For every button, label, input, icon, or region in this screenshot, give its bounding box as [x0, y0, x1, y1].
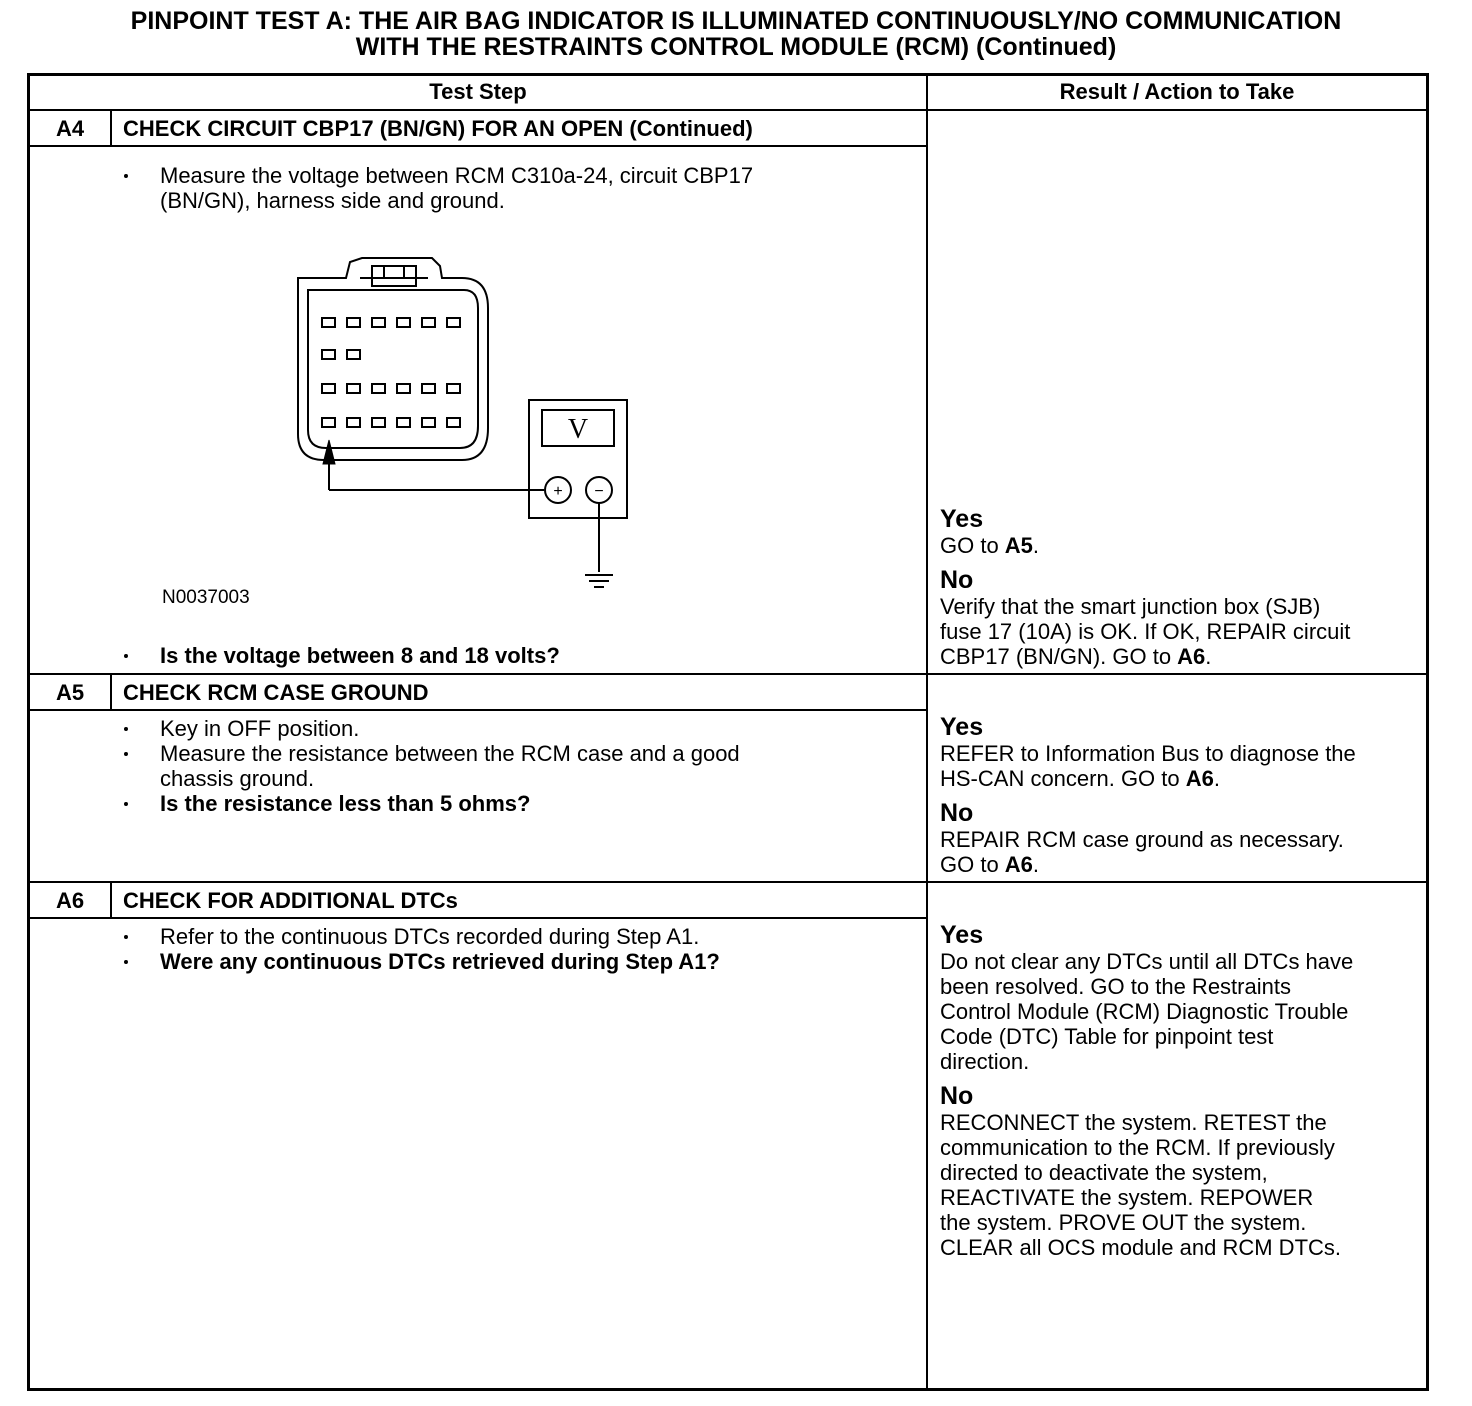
column-divider — [926, 73, 928, 1391]
a4-bullet-1 — [124, 174, 128, 178]
pin-row-1 — [322, 318, 460, 327]
step-a6-heading: CHECK FOR ADDITIONAL DTCs — [123, 888, 458, 913]
a4-no-label: No — [940, 566, 974, 594]
a6-question: Were any continuous DTCs retrieved during Step A1? — [160, 949, 720, 974]
a4-question: Is the voltage between 8 and 18 volts? — [160, 643, 560, 668]
pin-row-3 — [322, 384, 460, 393]
a5-no-line-1: REPAIR RCM case ground as necessary. — [940, 827, 1344, 852]
voltmeter-label: V — [567, 414, 589, 445]
a4-no-line-1: Verify that the smart junction box (SJB) — [940, 594, 1321, 619]
a6-no-line-2: communication to the RCM. If previously — [940, 1135, 1335, 1160]
a6-yes-line-5: direction. — [940, 1049, 1030, 1074]
a6-yes-line-4: Code (DTC) Table for pinpoint test — [940, 1024, 1274, 1049]
connector-latch — [372, 266, 416, 286]
pin-row-4 — [322, 418, 460, 427]
column-header-result: Result / Action to Take — [1059, 79, 1295, 104]
column-header-test-step: Test Step — [429, 79, 527, 104]
a5-instruction-2-line-2: chassis ground. — [160, 766, 315, 791]
a5-yes-label: Yes — [940, 713, 984, 741]
voltmeter-plus-label: + — [553, 483, 563, 500]
step-a5-heading: CHECK RCM CASE GROUND — [123, 680, 429, 705]
a5-yes-line-2: HS-CAN concern. GO to A6. — [940, 766, 1220, 791]
a6-yes-line-2: been resolved. GO to the Restraints — [940, 974, 1291, 999]
step-a4-id: A4 — [55, 116, 85, 141]
a6-no-line-1: RECONNECT the system. RETEST the — [940, 1110, 1327, 1135]
a6-row-divider — [27, 881, 1429, 883]
figure-code: N0037003 — [162, 587, 250, 608]
probe-arrow — [323, 440, 335, 464]
a6-id-divider — [110, 883, 112, 918]
header-row-divider — [27, 109, 1429, 111]
a4-heading-underline — [27, 145, 927, 147]
a6-instruction-1: Refer to the continuous DTCs recorded during Step A1. — [160, 924, 700, 949]
a4-instruction-line-1: Measure the voltage between RCM C310a-24, circuit CBP17 — [160, 163, 754, 188]
a4-id-divider — [110, 111, 112, 146]
a6-no-line-3: directed to deactivate the system, — [940, 1160, 1268, 1185]
a5-question: Is the resistance less than 5 ohms? — [160, 791, 531, 816]
a5-no-line-2: GO to A6. — [940, 852, 1040, 877]
title-line-1: PINPOINT TEST A: THE AIR BAG INDICATOR IS ILLUMINATED CONTINUOUSLY/NO COMMUNICATION — [130, 7, 1342, 35]
step-a6-id: A6 — [55, 888, 85, 913]
a5-instruction-1: Key in OFF position. — [160, 716, 360, 741]
step-a5-id: A5 — [55, 680, 85, 705]
table-border-top — [27, 73, 1429, 76]
a6-heading-underline — [27, 917, 927, 919]
a5-yes-line-1: REFER to Information Bus to diagnose the — [940, 741, 1356, 766]
voltmeter-minus-label: − — [594, 483, 604, 500]
connector-voltmeter-diagram — [280, 250, 640, 600]
step-a4-heading: CHECK CIRCUIT CBP17 (BN/GN) FOR AN OPEN (Continued) — [123, 116, 753, 141]
a6-no-line-4: REACTIVATE the system. REPOWER — [940, 1185, 1314, 1210]
table-border-right — [1426, 73, 1429, 1391]
a6-no-line-6: CLEAR all OCS module and RCM DTCs. — [940, 1235, 1342, 1260]
a4-no-line-2: fuse 17 (10A) is OK. If OK, REPAIR circuit — [940, 619, 1351, 644]
page-title — [0, 8, 1472, 60]
a6-no-label: No — [940, 1082, 974, 1110]
a5-no-label: No — [940, 799, 974, 827]
connector-inner-shell — [308, 290, 478, 448]
title-line-2: WITH THE RESTRAINTS CONTROL MODULE (RCM) (Continued) — [355, 33, 1117, 61]
a5-bullet-2 — [124, 752, 128, 756]
a5-bullet-1 — [124, 727, 128, 731]
a6-yes-line-3: Control Module (RCM) Diagnostic Trouble — [940, 999, 1349, 1024]
pin-row-2 — [322, 350, 360, 359]
a4-bullet-question — [124, 654, 128, 658]
a5-row-divider — [27, 673, 1429, 675]
a4-yes-label: Yes — [940, 505, 984, 533]
a6-no-line-5: the system. PROVE OUT the system. — [940, 1210, 1307, 1235]
a5-instruction-2-line-1: Measure the resistance between the RCM case and a good — [160, 741, 740, 766]
a4-yes-action: GO to A5. — [940, 533, 1040, 558]
a5-id-divider — [110, 675, 112, 710]
table-border-bottom — [27, 1388, 1429, 1391]
table-border-left — [27, 73, 30, 1391]
a4-no-line-3: CBP17 (BN/GN). GO to A6. — [940, 644, 1212, 669]
a4-instruction-line-2: (BN/GN), harness side and ground. — [160, 188, 505, 213]
a6-bullet-1 — [124, 935, 128, 939]
a6-yes-label: Yes — [940, 921, 984, 949]
a6-yes-line-1: Do not clear any DTCs until all DTCs have — [940, 949, 1354, 974]
a5-bullet-question — [124, 802, 128, 806]
a5-heading-underline — [27, 709, 927, 711]
a6-bullet-question — [124, 960, 128, 964]
